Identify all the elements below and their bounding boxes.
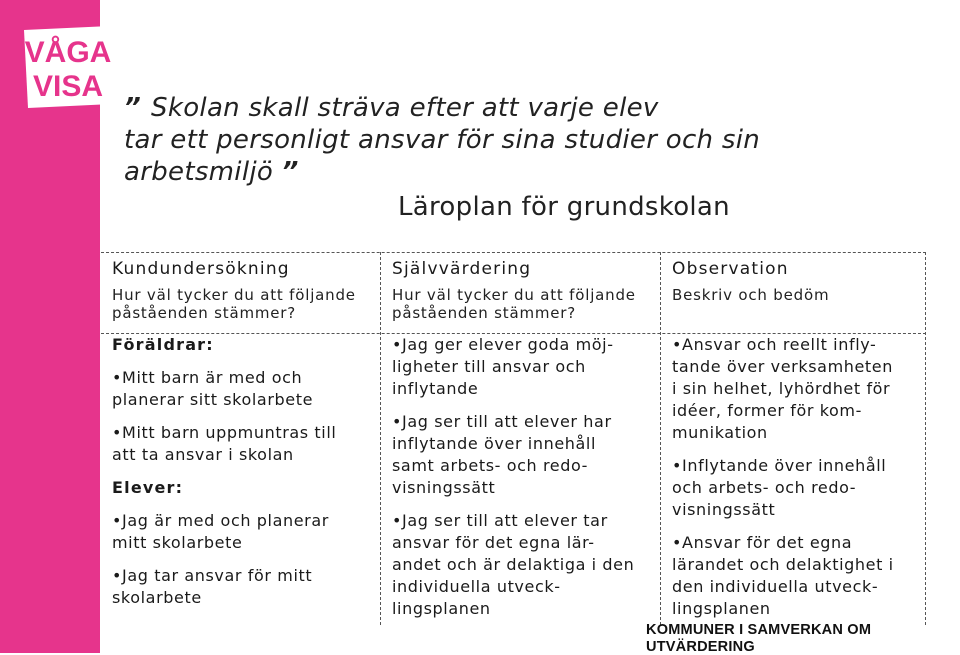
list-item: • Mitt barn uppmuntras till	[112, 422, 372, 444]
grid-divider-1	[380, 252, 381, 625]
quote-block	[124, 92, 924, 188]
list-item: • Jag ser till att elever har	[392, 411, 657, 433]
list-item-continuation: inflytande över innehåll	[392, 434, 597, 453]
vaga-visa-logo	[22, 24, 114, 110]
list-item-continuation: ansvar för det egna lär-	[392, 533, 595, 552]
list-item: • Ansvar och reellt infly-	[672, 334, 932, 356]
list-item-continuation: visningssätt	[392, 478, 496, 497]
column-title: Kundundersökning	[112, 259, 290, 279]
column-subtitle-line-2: påståenden stämmer?	[112, 304, 297, 322]
grid-top-line	[101, 252, 926, 253]
quote-close-mark: ”	[281, 157, 299, 187]
list-item: • Inflytande över innehåll	[672, 455, 932, 477]
list-item-continuation: att ta ansvar i skolan	[112, 445, 294, 464]
list-item-continuation: lärandet och delaktighet i	[672, 555, 894, 574]
list-item-continuation: och arbets- och redo-	[672, 478, 857, 497]
quote-line-1: Skolan skall sträva efter att varje elev	[151, 93, 659, 123]
list-item-continuation: inflytande	[392, 379, 479, 398]
logo-line1: VÅGA	[24, 36, 112, 69]
column-kundundersokning	[112, 258, 372, 609]
list-item-continuation: lingsplanen	[672, 599, 771, 618]
column-subtitle-line-2: påståenden stämmer?	[392, 304, 577, 322]
list-item: • Jag ser till att elever tar	[392, 510, 657, 532]
column-subtitle-line-1: Hur väl tycker du att följande	[392, 286, 636, 304]
list-item: • Mitt barn är med och	[112, 367, 372, 389]
logo-line2: VISA	[32, 70, 104, 103]
list-item-continuation: den individuella utveck-	[672, 577, 879, 596]
list-item-continuation: planerar sitt skolarbete	[112, 390, 314, 409]
column-subtitle-line-1: Hur väl tycker du att följande	[112, 286, 356, 304]
quote-source: Läroplan för grundskolan	[398, 192, 730, 222]
list-item-continuation: ligheter till ansvar och	[392, 357, 586, 376]
section-heading-foraldrar: Föräldrar:	[112, 335, 214, 354]
list-item: • Jag är med och planerar	[112, 510, 372, 532]
list-item-continuation: mitt skolarbete	[112, 533, 243, 552]
column-observation	[672, 258, 932, 620]
list-item-continuation: andet och är delaktiga i den	[392, 555, 635, 574]
list-item-continuation: visningssätt	[672, 500, 776, 519]
list-item-continuation: i sin helhet, lyhördhet för	[672, 379, 891, 398]
quote-line-2: tar ett personligt ansvar för sina studier och sin	[124, 125, 761, 155]
list-item-continuation: skolarbete	[112, 588, 202, 607]
list-item-continuation: munikation	[672, 423, 768, 442]
list-item-continuation: lingsplanen	[392, 599, 491, 618]
list-item: • Jag tar ansvar för mitt	[112, 565, 372, 587]
list-item-continuation: samt arbets- och redo-	[392, 456, 589, 475]
grid-divider-2	[660, 252, 661, 625]
list-item-continuation: idéer, former för kom-	[672, 401, 862, 420]
column-title: Självvärdering	[392, 259, 532, 279]
list-item: • Ansvar för det egna	[672, 532, 932, 554]
column-subtitle-line-1: Beskriv och bedöm	[672, 286, 830, 304]
column-title: Observation	[672, 259, 789, 279]
section-heading-elever: Elever:	[112, 478, 184, 497]
list-item-continuation: individuella utveck-	[392, 577, 561, 596]
list-item: • Jag ger elever goda möj-	[392, 334, 657, 356]
quote-line-3: arbetsmiljö	[124, 157, 274, 187]
list-item-continuation: tande över verksamheten	[672, 357, 893, 376]
footer-organization: KOMMUNER I SAMVERKAN OM UTVÄRDERING	[646, 621, 872, 655]
quote-open-mark: ”	[124, 93, 142, 123]
column-sjalvvardering	[392, 258, 657, 620]
